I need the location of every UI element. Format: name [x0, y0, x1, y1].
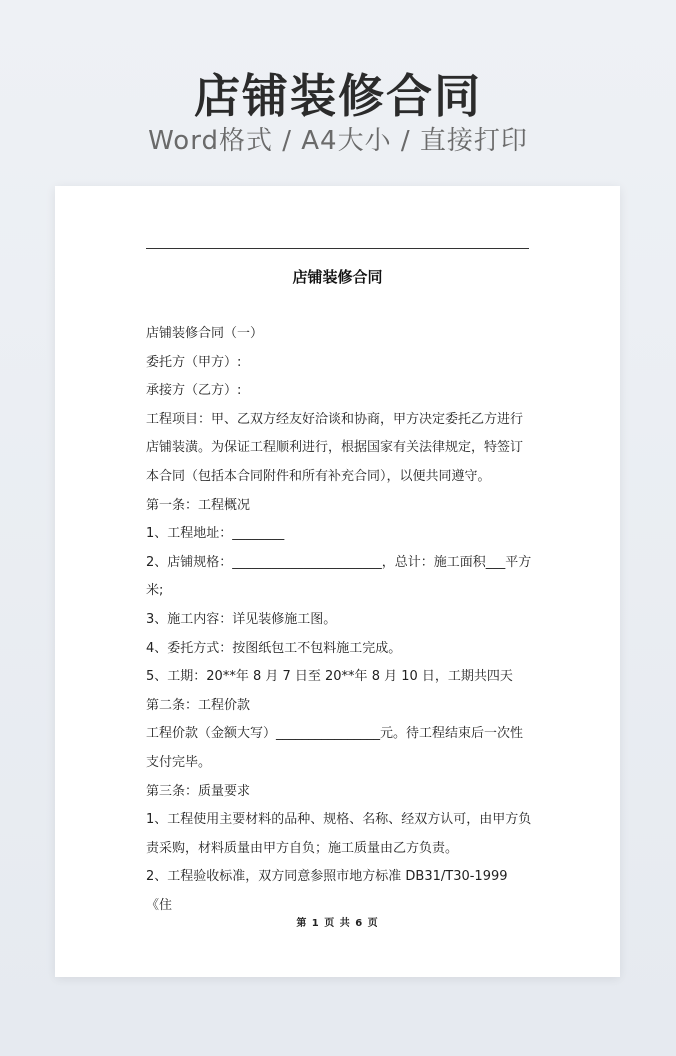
paragraph: 1、工程使用主要材料的品种、规格、名称、经双方认可，由甲方负责采购，材料质量由甲方自负；施工质量由乙方负责。: [146, 812, 532, 856]
section-heading: 第三条：质量要求: [146, 783, 251, 799]
paragraph: 工程项目：甲、乙双方经友好洽谈和协商，甲方决定委托乙方进行店铺装潢。为保证工程顺利进行，根据国家有关法律规定，特签订本合同（包括本合同附件和所有补充合同），以便共同遵守。: [146, 411, 524, 484]
hero-subtitle: Word格式 / A4大小 / 直接打印: [148, 126, 528, 156]
paragraph: 4、委托方式：按图纸包工不包料施工完成。: [146, 640, 402, 656]
paragraph: 2、店铺规格：_______________________，总计：施工面积___平方米;: [146, 554, 532, 599]
section-heading: 第一条：工程概况: [146, 497, 251, 513]
paragraph: 工程价款（金额大写）________________元。待工程结束后一次性支付完毕。: [146, 726, 524, 770]
page-footer: 第 1 页 共 6 页: [296, 918, 379, 929]
paragraph: 委托方（甲方）:: [146, 354, 242, 370]
paragraph: 承接方（乙方）:: [146, 383, 242, 399]
paragraph: 1、工程地址：________: [146, 526, 285, 542]
paragraph: 5、工期：20**年 8 月 7 日至 20**年 8 月 10 日，工期共四天: [146, 669, 513, 685]
document-page: [55, 186, 620, 977]
document-body: [146, 320, 533, 920]
header-rule: [146, 248, 529, 249]
document-title: 店铺装修合同: [292, 268, 383, 286]
paragraph: 3、施工内容：详见装修施工图。: [146, 611, 337, 627]
hero-title: 店铺装修合同: [194, 69, 482, 123]
paragraph: 店铺装修合同（一）: [146, 326, 264, 341]
paragraph: 2、工程验收标准，双方同意参照市地方标准 DB31/T30-1999《住: [146, 869, 508, 913]
section-heading: 第二条：工程价款: [146, 697, 251, 713]
